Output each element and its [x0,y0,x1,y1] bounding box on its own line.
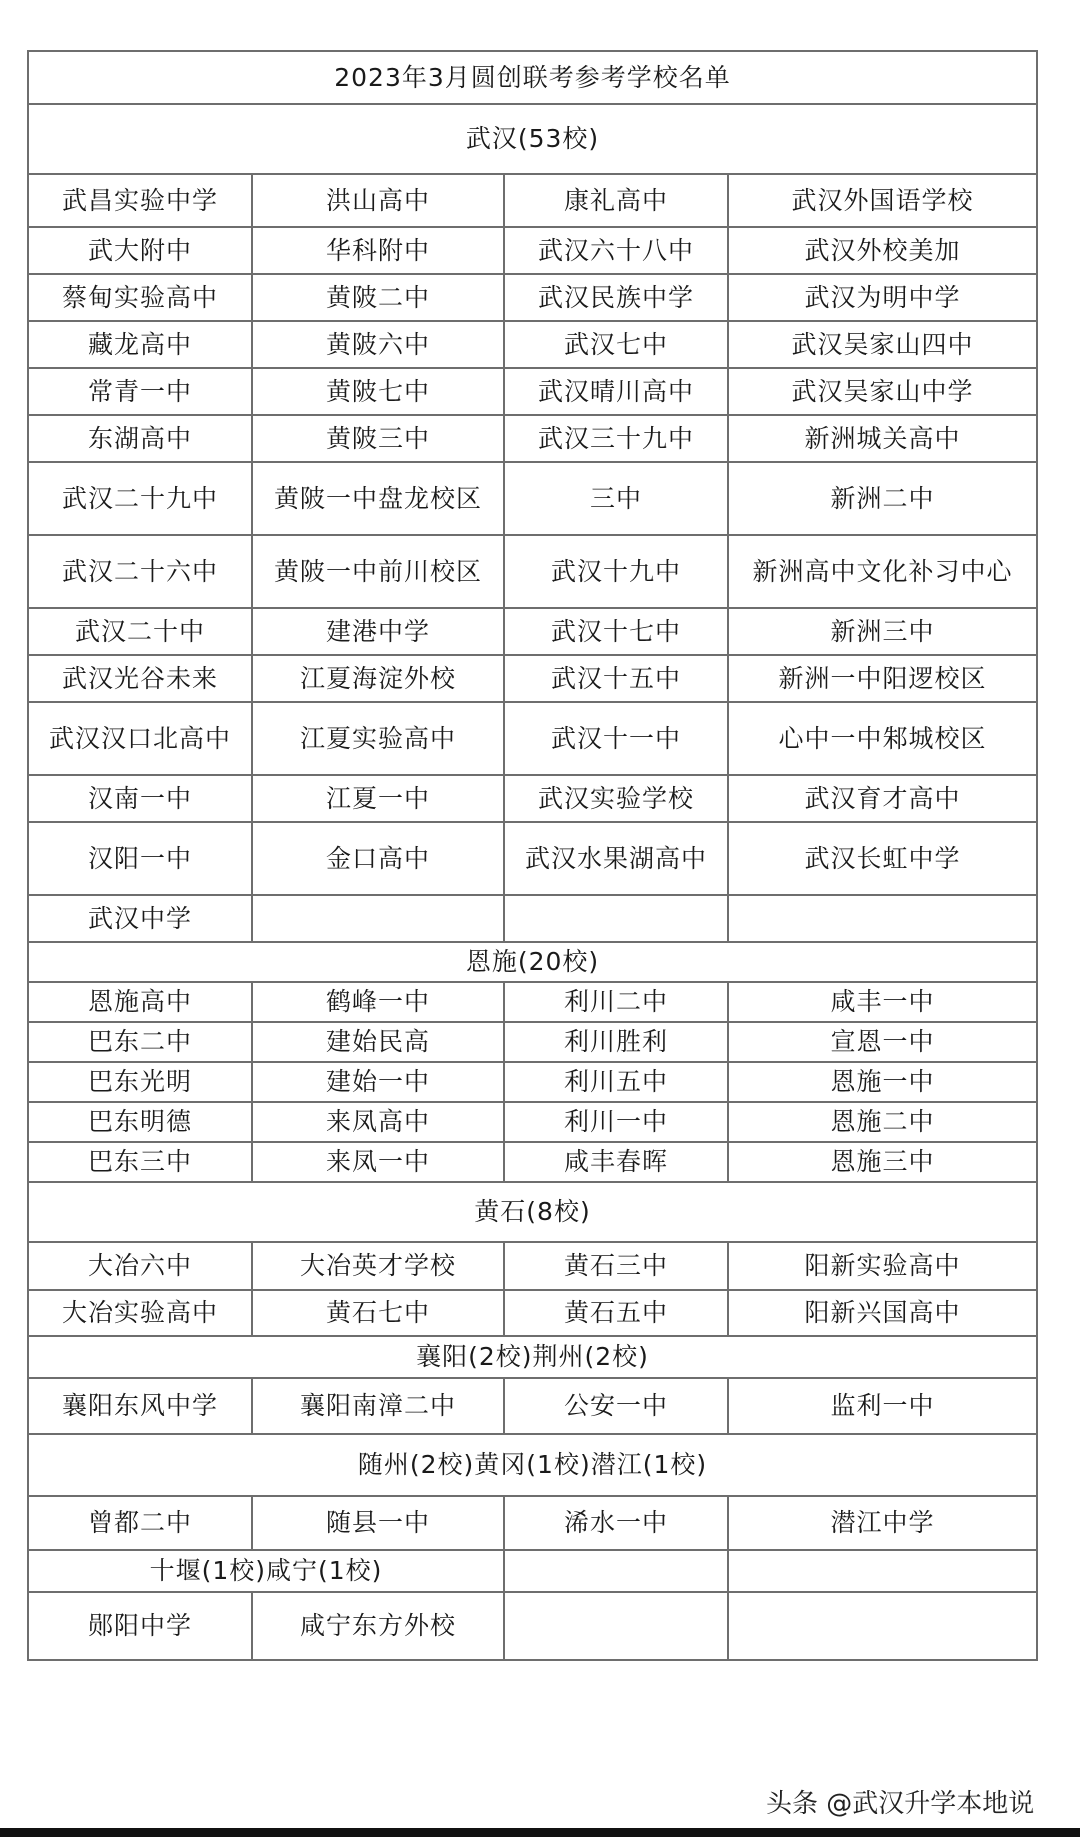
school-cell: 曾都二中 [28,1496,252,1550]
school-cell: 武汉长虹中学 [728,822,1037,895]
school-cell: 新洲城关高中 [728,415,1037,462]
school-cell: 宣恩一中 [728,1022,1037,1062]
table-row [28,368,1037,415]
school-cell: 武昌实验中学 [28,174,252,227]
school-cell: 武汉十九中 [504,535,728,608]
table-row [28,535,1037,608]
school-cell: 咸宁东方外校 [252,1592,504,1660]
school-cell: 黄陂三中 [252,415,504,462]
region-header: 武汉(53校) [28,104,1037,174]
table-row [28,462,1037,535]
school-cell: 巴东光明 [28,1062,252,1102]
empty-cell [504,1550,728,1592]
school-list-table [27,50,1038,1661]
table-row [28,895,1037,942]
school-cell: 江夏实验高中 [252,702,504,775]
table-row [28,1242,1037,1290]
school-cell: 武汉吴家山四中 [728,321,1037,368]
school-cell: 咸丰春晖 [504,1142,728,1182]
table-row [28,321,1037,368]
school-cell: 恩施三中 [728,1142,1037,1182]
school-cell: 武汉光谷未来 [28,655,252,702]
table-row [28,1142,1037,1182]
school-cell: 巴东明德 [28,1102,252,1142]
region-header-row [28,1434,1037,1496]
school-cell: 汉南一中 [28,775,252,822]
school-cell: 监利一中 [728,1378,1037,1434]
school-cell: 东湖高中 [28,415,252,462]
school-cell: 黄石七中 [252,1290,504,1336]
school-cell: 黄陂六中 [252,321,504,368]
region-header: 襄阳(2校)荆州(2校) [28,1336,1037,1378]
school-cell: 武汉二十中 [28,608,252,655]
table-row [28,227,1037,274]
school-cell: 黄石三中 [504,1242,728,1290]
school-cell: 利川一中 [504,1102,728,1142]
school-cell: 武汉实验学校 [504,775,728,822]
region-header: 十堰(1校)咸宁(1校) [28,1550,504,1592]
school-cell: 黄陂一中前川校区 [252,535,504,608]
table-row [28,1290,1037,1336]
table-row [28,822,1037,895]
school-cell: 襄阳南漳二中 [252,1378,504,1434]
school-cell: 康礼高中 [504,174,728,227]
school-cell: 新洲二中 [728,462,1037,535]
school-cell: 公安一中 [504,1378,728,1434]
school-cell: 蔡甸实验高中 [28,274,252,321]
table-row [28,1378,1037,1434]
table-row [28,1496,1037,1550]
watermark: 头条 @武汉升学本地说 [766,1789,1035,1819]
school-cell: 武汉民族中学 [504,274,728,321]
school-cell: 洪山高中 [252,174,504,227]
document-title: 2023年3月圆创联考参考学校名单 [28,51,1037,104]
school-cell: 建始民高 [252,1022,504,1062]
table-row [28,1102,1037,1142]
school-cell: 武汉外国语学校 [728,174,1037,227]
school-cell: 黄陂二中 [252,274,504,321]
school-cell: 阳新兴国高中 [728,1290,1037,1336]
school-cell: 心中一中邾城校区 [728,702,1037,775]
empty-cell [728,895,1037,942]
table-row [28,274,1037,321]
school-cell: 来凤高中 [252,1102,504,1142]
school-cell: 浠水一中 [504,1496,728,1550]
school-cell: 武汉十七中 [504,608,728,655]
school-cell: 大冶六中 [28,1242,252,1290]
region-header-row [28,1182,1037,1242]
table-row [28,1022,1037,1062]
table-row [28,174,1037,227]
school-cell: 汉阳一中 [28,822,252,895]
school-cell: 随县一中 [252,1496,504,1550]
region-header-row [28,1550,1037,1592]
empty-cell [504,1592,728,1660]
school-cell: 藏龙高中 [28,321,252,368]
school-cell: 武汉二十六中 [28,535,252,608]
school-cell: 利川胜利 [504,1022,728,1062]
region-header-row [28,942,1037,982]
school-cell: 武汉为明中学 [728,274,1037,321]
school-cell: 黄陂七中 [252,368,504,415]
table-row [28,608,1037,655]
empty-cell [504,895,728,942]
region-header: 恩施(20校) [28,942,1037,982]
school-cell: 潜江中学 [728,1496,1037,1550]
region-header-row [28,1336,1037,1378]
table-row [28,1592,1037,1660]
title-row [28,51,1037,104]
school-cell: 武汉吴家山中学 [728,368,1037,415]
school-cell: 江夏海淀外校 [252,655,504,702]
school-cell: 武汉晴川高中 [504,368,728,415]
school-cell: 常青一中 [28,368,252,415]
table-row [28,775,1037,822]
school-cell: 巴东三中 [28,1142,252,1182]
school-cell: 武大附中 [28,227,252,274]
school-cell: 武汉中学 [28,895,252,942]
empty-cell [728,1592,1037,1660]
school-cell: 新洲一中阳逻校区 [728,655,1037,702]
school-cell: 建始一中 [252,1062,504,1102]
school-cell: 建港中学 [252,608,504,655]
school-cell: 利川二中 [504,982,728,1022]
school-cell: 三中 [504,462,728,535]
region-header: 黄石(8校) [28,1182,1037,1242]
school-cell: 江夏一中 [252,775,504,822]
table-row [28,982,1037,1022]
school-cell: 武汉十五中 [504,655,728,702]
school-cell: 郧阳中学 [28,1592,252,1660]
school-cell: 阳新实验高中 [728,1242,1037,1290]
school-cell: 大冶实验高中 [28,1290,252,1336]
school-cell: 利川五中 [504,1062,728,1102]
region-header-row [28,104,1037,174]
school-cell: 华科附中 [252,227,504,274]
table-row [28,702,1037,775]
school-cell: 来凤一中 [252,1142,504,1182]
school-cell: 武汉三十九中 [504,415,728,462]
school-cell: 武汉六十八中 [504,227,728,274]
school-list-document [27,50,1036,1661]
school-cell: 武汉水果湖高中 [504,822,728,895]
table-row [28,1062,1037,1102]
region-header: 随州(2校)黄冈(1校)潜江(1校) [28,1434,1037,1496]
school-cell: 巴东二中 [28,1022,252,1062]
school-cell: 武汉二十九中 [28,462,252,535]
school-cell: 武汉十一中 [504,702,728,775]
school-cell: 新洲高中文化补习中心 [728,535,1037,608]
table-row [28,655,1037,702]
school-cell: 武汉育才高中 [728,775,1037,822]
table-row [28,415,1037,462]
school-cell: 黄陂一中盘龙校区 [252,462,504,535]
school-cell: 恩施二中 [728,1102,1037,1142]
school-cell: 黄石五中 [504,1290,728,1336]
school-cell: 金口高中 [252,822,504,895]
empty-cell [728,1550,1037,1592]
school-cell: 鹤峰一中 [252,982,504,1022]
school-cell: 恩施高中 [28,982,252,1022]
school-cell: 武汉七中 [504,321,728,368]
school-cell: 咸丰一中 [728,982,1037,1022]
school-cell: 新洲三中 [728,608,1037,655]
school-cell: 恩施一中 [728,1062,1037,1102]
school-cell: 大冶英才学校 [252,1242,504,1290]
bottom-bar [0,1828,1080,1837]
school-cell: 武汉汉口北高中 [28,702,252,775]
school-cell: 武汉外校美加 [728,227,1037,274]
empty-cell [252,895,504,942]
school-cell: 襄阳东风中学 [28,1378,252,1434]
